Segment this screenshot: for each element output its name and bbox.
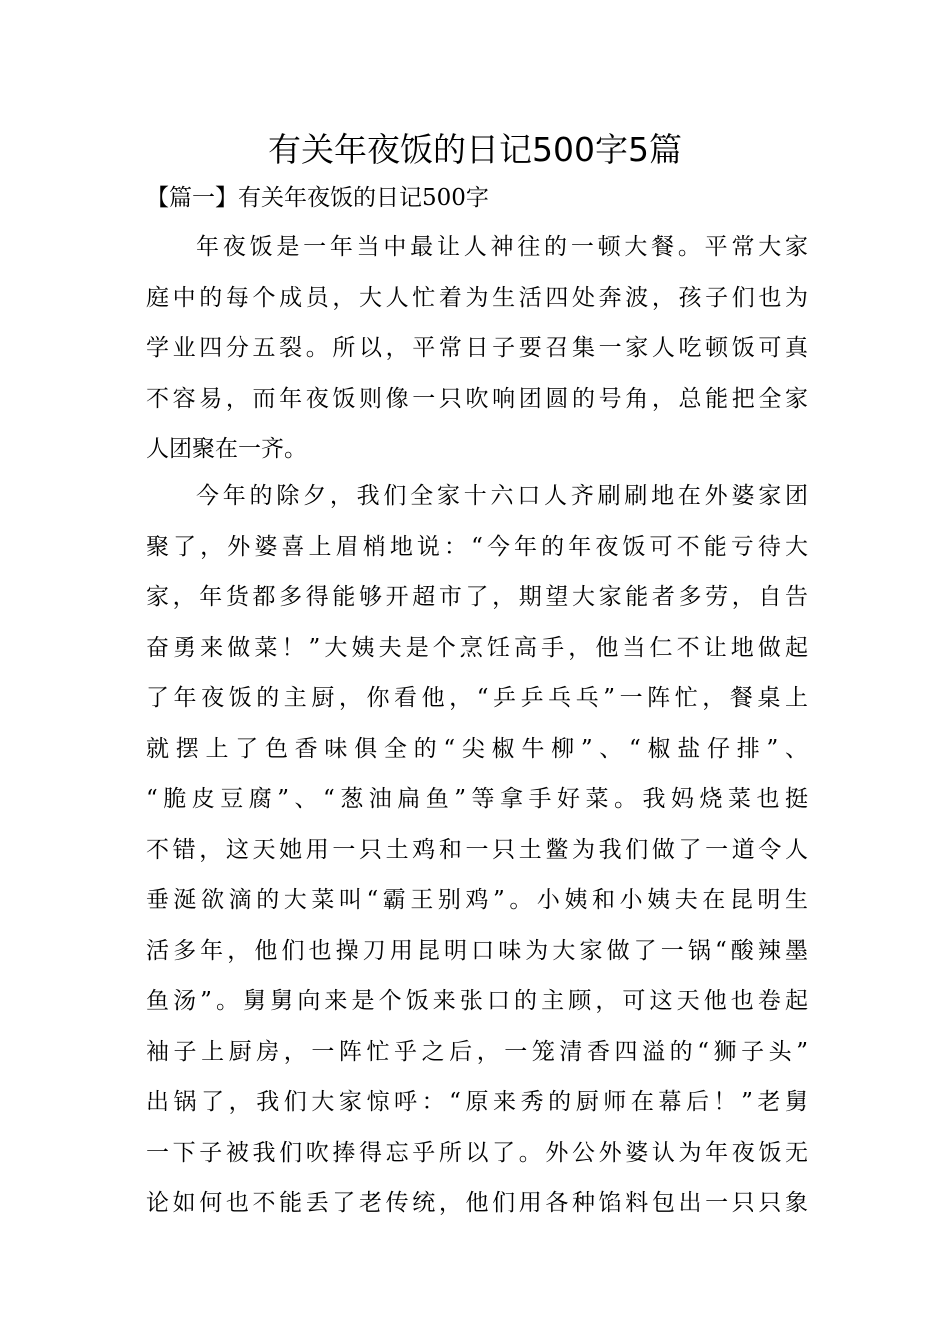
text-line: 出锅了，我们大家惊呼：“原来秀的厨师在幕后！”老舅 [146,1089,808,1115]
text-line: 学业四分五裂。所以，平常日子要召集一家人吃顿饭可真 [146,335,808,361]
text-line: 家，年货都多得能够开超市了，期望大家能者多劳，自告 [146,584,808,610]
text-line: 奋勇来做菜！”大姨夫是个烹饪高手，他当仁不让地做起 [146,634,808,661]
text-line: 人团聚在一齐。 [146,436,307,462]
text-line: 不错，这天她用一只土鸡和一只土鳖为我们做了一道令人 [146,836,808,863]
document-title: 有关年夜饭的日记500字5篇 [268,130,682,169]
text-line: 论如何也不能丢了老传统，他们用各种馅料包出一只只象 [146,1190,808,1216]
text-line: 袖子上厨房，一阵忙乎之后，一笼清香四溢的“狮子头” [146,1038,808,1065]
text-line: 不容易，而年夜饭则像一只吹响团圆的号角，总能把全家 [146,385,808,412]
text-line: 年夜饭是一年当中最让人神往的一顿大餐。平常大家 [196,234,808,260]
text-line: 聚了，外婆喜上眉梢地说：“今年的年夜饭可不能亏待大 [146,533,808,560]
text-line: 就摆上了色香味俱全的“尖椒牛柳”、“椒盐仔排”、 [146,735,808,762]
paragraph-2 [146,471,808,1229]
text-line: 鱼汤”。舅舅向来是个饭来张口的主顾，可这天他也卷起 [146,988,808,1014]
text-line: 一下子被我们吹捧得忘乎所以了。外公外婆认为年夜饭无 [146,1139,808,1166]
section-heading: 【篇一】有关年夜饭的日记500字 [146,185,489,211]
text-line: 今年的除夕，我们全家十六口人齐刷刷地在外婆家团 [196,483,808,509]
text-line: 了年夜饭的主厨，你看他，“乒乒乓乓”一阵忙，餐桌上 [146,685,808,711]
paragraph-1 [146,222,808,475]
text-line: 活多年，他们也操刀用昆明口味为大家做了一锅“酸辣墨 [146,937,808,964]
text-line: 庭中的每个成员，大人忙着为生活四处奔波，孩子们也为 [146,284,808,311]
text-line: “脆皮豆腐”、“葱油扁鱼”等拿手好菜。我妈烧菜也挺 [146,786,808,812]
text-line: 垂涎欲滴的大菜叫“霸王别鸡”。小姨和小姨夫在昆明生 [146,887,808,913]
